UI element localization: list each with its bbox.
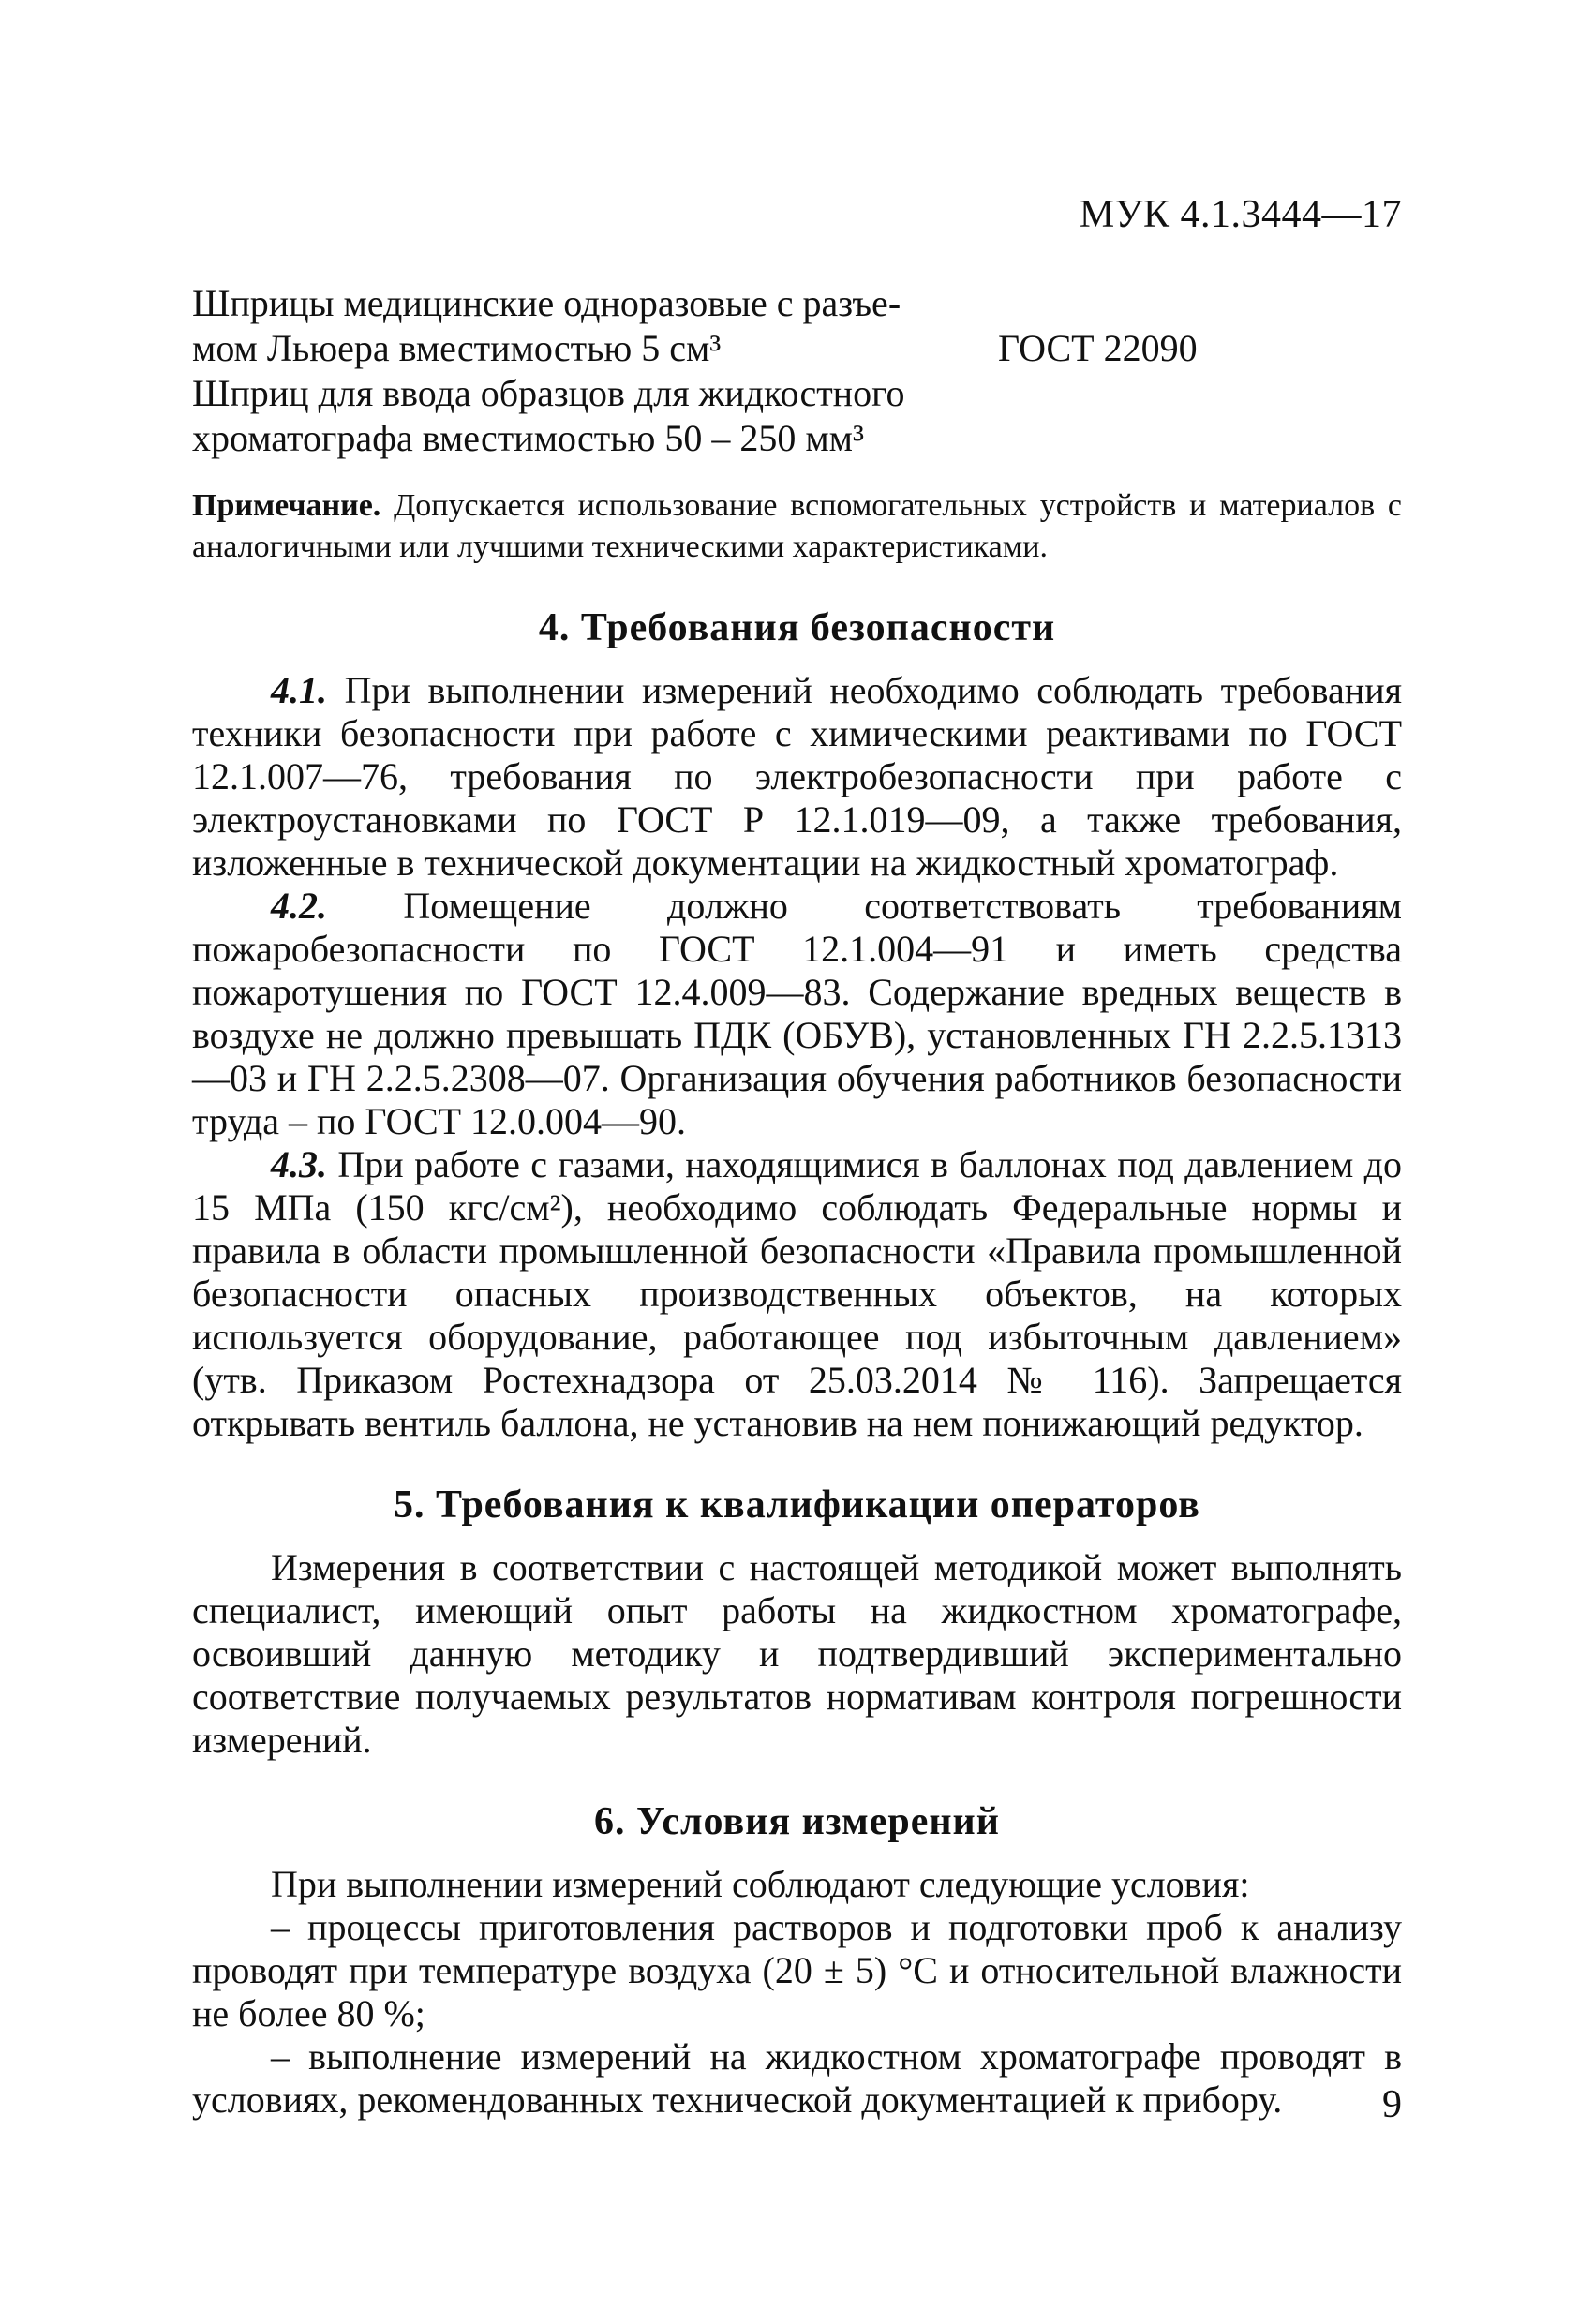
equipment-row: [192, 371, 1402, 461]
equipment-standard: ГОСТ 22090: [998, 327, 1198, 369]
paragraph-4-2: [192, 885, 1402, 1143]
equipment-name-line: мом Льюера вместимостью 5 см³: [192, 327, 722, 369]
clause-number: 4.1.: [271, 669, 327, 711]
clause-text: При выполнении измерений необходимо соблюдать требования техники безопасности при работе с химическими реактивами по ГОСТ 12.1.007—76, требования по электробезопасности при работе с электроустановками по ГОСТ Р 12.1.019—09, а также требования, изложенные в технической документации на жидкостный хроматограф.: [192, 669, 1402, 884]
section-5-title: 5. Требования к квалификации операторов: [394, 1483, 1200, 1527]
equipment-name: [192, 371, 961, 461]
note-label: Примечание.: [192, 488, 381, 523]
clause-number: 4.2.: [271, 885, 327, 927]
note: [192, 485, 1402, 568]
paragraph-5: Измерения в соответствии с настоящей методикой может выполнять специалист, имеющий опыт работы на жидкостном хроматографе, освоивший данную методику и подтвердивший экспериментально соответствие получаемых результатов нормативам контроля погрешности измерений.: [192, 1546, 1402, 1761]
equipment-name-line: хроматографа вместимостью 50 – 250 мм³: [192, 417, 864, 459]
paragraph-6-item-2: – выполнение измерений на жидкостном хроматографе проводят в условиях, рекомендованных технической документацией к прибору.: [192, 2035, 1402, 2121]
clause-number: 4.3.: [271, 1143, 327, 1185]
page-content: [192, 281, 1402, 2122]
paragraph-6-item-1: – процессы приготовления растворов и подготовки проб к анализу проводят при температуре воздуха (20 ± 5) °С и относительной влажности не более 80 %;: [192, 1906, 1402, 2034]
section-6-title: 6. Условия измерений: [594, 1800, 1000, 1843]
document-code: МУК 4.1.3444—17: [1079, 193, 1402, 236]
note-text: Допускается использование вспомогательных устройств и материалов с аналогичными или лучшими техническими характеристиками.: [192, 488, 1403, 564]
paragraph-4-3: [192, 1143, 1402, 1445]
clause-text: Помещение должно соответствовать требованиям пожаробезопасности по ГОСТ 12.1.004—91 и иметь средства пожаротушения по ГОСТ 12.4.009—83. Содержание вредных веществ в воздухе не должно превышать ПДК (ОБУВ), установленных ГН 2.2.5.1313—03 и ГН 2.2.5.2308—07. Организация обучения работников безопасности труда – по ГОСТ 12.0.004—90.: [192, 885, 1402, 1142]
page-number: 9: [1382, 2083, 1402, 2126]
clause-text: При работе с газами, находящимися в баллонах под давлением до 15 МПа (150 кгс/см²), необходимо соблюдать Федеральные нормы и правила в области промышленной безопасности «Правила промышленной безопасности опасных производственных объектов, на которых используется оборудование, работающее под избыточным давлением» (утв. Приказом Ростехнадзора от 25.03.2014 № 116). Запрещается открывать вентиль баллона, не установив на нем понижающий редуктор.: [192, 1143, 1403, 1444]
paragraph-6-intro: При выполнении измерений соблюдают следующие условия:: [271, 1863, 1250, 1905]
equipment-row: [192, 281, 1402, 371]
paragraph-4-1: [192, 669, 1402, 885]
section-4-title: 4. Требования безопасности: [538, 606, 1056, 649]
equipment-name: [192, 281, 961, 371]
equipment-name-line: Шприц для ввода образцов для жидкостного: [192, 372, 905, 414]
equipment-name-line: Шприцы медицинские одноразовые с разъе-: [192, 282, 901, 324]
